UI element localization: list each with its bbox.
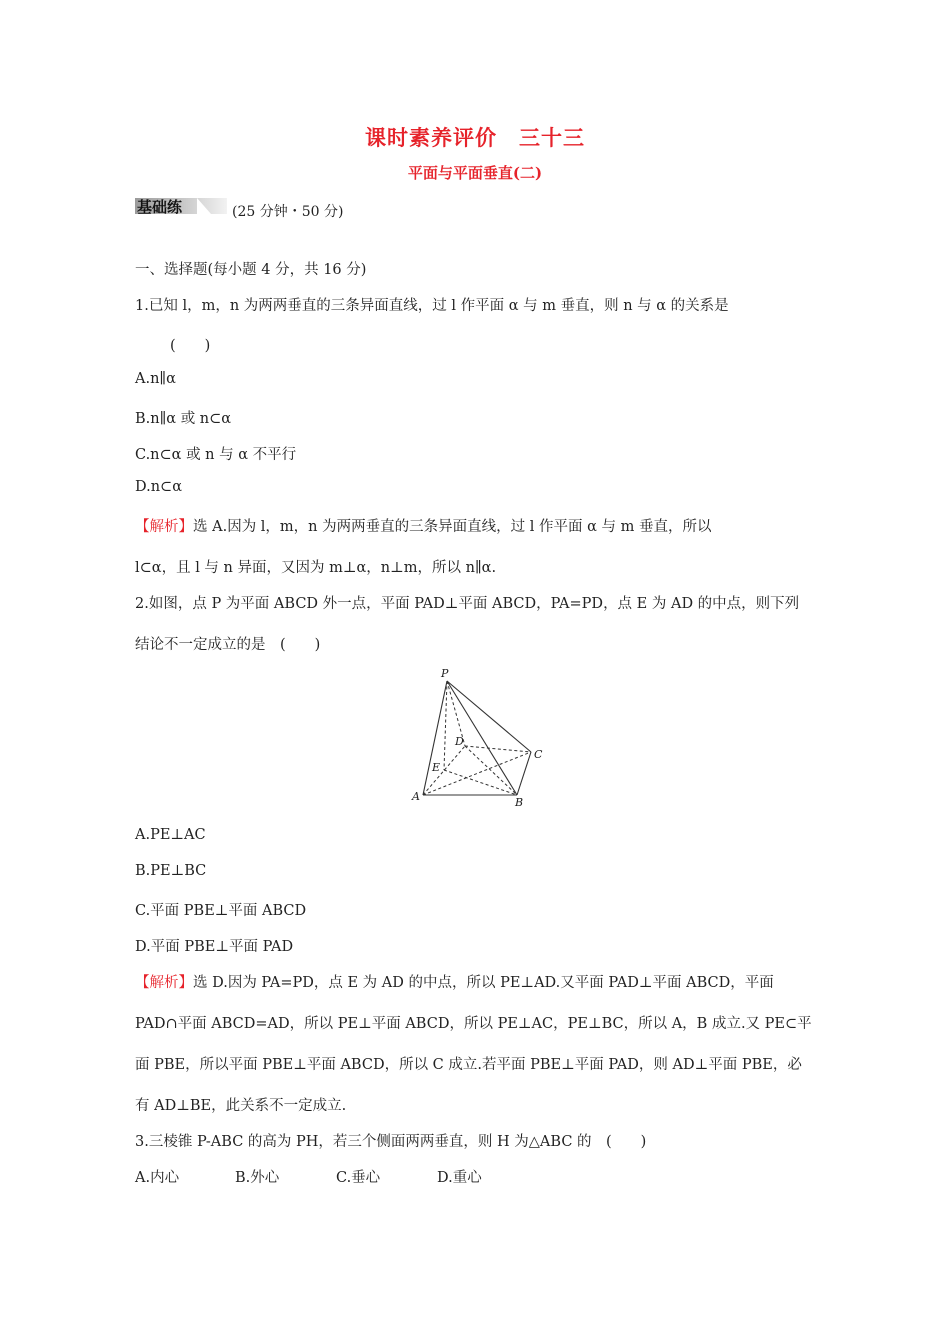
q1-answer-blank: ( ) <box>170 338 211 354</box>
q2-analysis-line-1 <box>135 971 774 992</box>
q3-option-b: B.外心 <box>235 1170 280 1186</box>
q1-option-b: B.n∥α 或 n⊂α <box>135 411 232 427</box>
q1-analysis-tag: 【解析】 <box>135 519 193 535</box>
q2-option-c: C.平面 PBE⊥平面 ABCD <box>135 903 307 919</box>
section-heading: 一、选择题(每小题 4 分，共 16 分) <box>135 262 367 278</box>
edge-pa <box>423 681 447 795</box>
q1-analysis-text-1: 选 A.因为 l，m，n 为两两垂直的三条异面直线，过 l 作平面 α 与 m 垂直，所以 <box>193 519 712 535</box>
q3-option-a: A.内心 <box>135 1170 180 1186</box>
q1-analysis-line-2: l⊂α，且 l 与 n 异面，又因为 m⊥α，n⊥m，所以 n∥α. <box>135 560 497 576</box>
q1-option-c: C.n⊂α 或 n 与 α 不平行 <box>135 447 297 463</box>
q2-stem-line-1: 2.如图，点 P 为平面 ABCD 外一点，平面 PAD⊥平面 ABCD，PA=PD，点 E 为 AD 的中点，则下列 <box>135 596 800 612</box>
q2-analysis-line-3: 面 PBE，所以平面 PBE⊥平面 ABCD，所以 C 成立.若平面 PBE⊥平面 PAD，则 AD⊥平面 PBE，必 <box>135 1057 802 1073</box>
label-e: E <box>432 761 441 774</box>
label-p: P <box>441 667 449 680</box>
label-b: B <box>515 796 524 809</box>
section-timing: (25 分钟・50 分) <box>232 204 344 220</box>
q3-stem: 3.三棱锥 P-ABC 的高为 PH，若三个侧面两两垂直，则 H 为△ABC 的 ( ) <box>135 1134 647 1150</box>
label-a: A <box>412 790 420 803</box>
pyramid-figure <box>405 664 555 809</box>
banner-label: 基础练 <box>137 198 183 216</box>
section-banner <box>135 196 227 216</box>
q1-stem: 1.已知 l，m，n 为两两垂直的三条异面直线，过 l 作平面 α 与 m 垂直，则 n 与 α 的关系是 <box>135 298 729 314</box>
edge-bc <box>517 752 531 795</box>
q2-analysis-tag: 【解析】 <box>135 975 193 991</box>
q1-analysis-line-1 <box>135 515 711 536</box>
q1-option-d: D.n⊂α <box>135 479 182 495</box>
q3-option-c: C.垂心 <box>336 1170 381 1186</box>
q2-analysis-text-1: 选 D.因为 PA=PD，点 E 为 AD 的中点，所以 PE⊥AD.又平面 PAD⊥平面 ABCD，平面 <box>193 975 774 991</box>
page-title: 课时素养评价 三十三 <box>365 125 585 150</box>
page-subtitle: 平面与平面垂直(二) <box>407 164 543 182</box>
q1-option-a: A.n∥α <box>135 371 176 387</box>
q2-analysis-line-4: 有 AD⊥BE，此关系不一定成立. <box>135 1098 347 1114</box>
q2-stem-line-2: 结论不一定成立的是 ( ) <box>135 637 321 653</box>
q2-analysis-line-2: PAD∩平面 ABCD=AD，所以 PE⊥平面 ABCD，所以 PE⊥AC，PE⊥BC，所以 A，B 成立.又 PE⊂平 <box>135 1016 812 1032</box>
banner-notch <box>197 198 211 214</box>
q2-option-a: A.PE⊥AC <box>135 827 206 843</box>
q2-option-d: D.平面 PBE⊥平面 PAD <box>135 939 294 955</box>
q2-option-b: B.PE⊥BC <box>135 863 207 879</box>
edge-dc <box>465 746 531 752</box>
label-c: C <box>534 748 543 761</box>
label-d: D <box>455 735 464 748</box>
q3-option-d: D.重心 <box>437 1170 482 1186</box>
